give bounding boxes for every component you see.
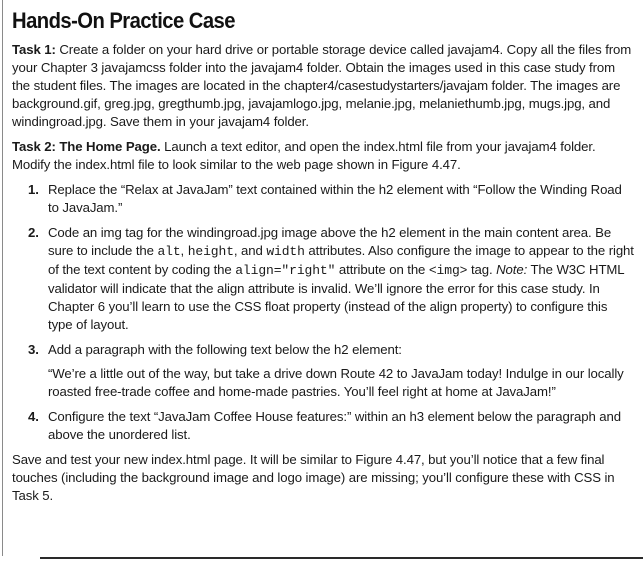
- step-text: Add a paragraph with the following text below the h2 element:: [48, 342, 402, 357]
- step-text: attributes. Also configure the image to appear to the right of the text content by coding the: [48, 243, 634, 277]
- left-margin-rule: [2, 0, 3, 556]
- bottom-page-rule: [40, 557, 643, 559]
- step-text: The W3C HTML validator will indicate that the align attribute is invalid. We’ll ignore the error for this case study. In Chapter 6 you’ll learn to use the CSS float property (instead of the align property) to configure this type of layout.: [48, 262, 625, 332]
- step-number: 2.: [28, 225, 39, 240]
- code-align-right: align="right": [235, 263, 336, 278]
- step-text: tag.: [467, 262, 497, 277]
- step-text: Configure the text “JavaJam Coffee House features:” within an h3 element below the paragraph and above the unordered list.: [48, 409, 621, 442]
- code-height: height: [187, 244, 234, 259]
- section-heading: Hands-On Practice Case: [12, 8, 235, 33]
- step-quote: “We’re a little out of the way, but take a drive down Route 42 to JavaJam today! Indulge in our locally roasted free-trade coffee and home-made pastries. You’ll feel right at home at JavaJam!”: [48, 366, 624, 399]
- step-item-2: [12, 224, 634, 334]
- step-text: Code an img tag for the windingroad.jpg image above the h2 element in the main content area. Be sure to include the: [48, 225, 612, 258]
- step-item-1: [12, 181, 634, 217]
- step-text: , and: [233, 243, 267, 258]
- closing-paragraph: Save and test your new index.html page. It will be similar to Figure 4.47, but you’ll notice that a few final touches (including the background image and logo image) are missing; you’ll configure these with CSS in Task 5.: [12, 452, 615, 503]
- note-label: Note:: [496, 262, 528, 277]
- step-number: 1.: [28, 182, 39, 197]
- task1-text: Create a folder on your hard drive or portable storage device called javajam4. Copy all the files from your Chapter 3 javajamcss folder into the javajam4 folder. Obtain the images used in this case study from the student files. The images are located in the chapter4/casestudystarters/javajam folder. The images are background.gif, greg.jpg, gregthumb.jpg, javajamlogo.jpg, melanie.jpg, melaniethumb.jpg, mugs.jpg, and windingroad.jpg. Save them in your javajam4 folder.: [12, 42, 632, 129]
- step-text: Replace the “Relax at JavaJam” text contained within the h2 element with “Follow the Winding Road to JavaJam.”: [48, 182, 622, 215]
- steps-list: [12, 181, 634, 444]
- step-number: 3.: [28, 342, 39, 357]
- task2-text: Launch a text editor, and open the index.html file from your javajam4 folder. Modify the index.html file to look similar to the web page shown in Figure 4.47.: [12, 139, 596, 172]
- step-text: ,: [180, 243, 188, 258]
- step-item-4: [12, 408, 634, 444]
- step-item-3: [12, 341, 634, 401]
- task2-paragraph: [12, 138, 634, 174]
- code-alt: alt: [157, 244, 181, 259]
- task2-label: Task 2: The Home Page.: [12, 139, 161, 154]
- code-img-tag: <img>: [428, 263, 468, 278]
- code-width: width: [266, 244, 305, 259]
- step-number: 4.: [28, 409, 39, 424]
- step-text: attribute on the: [335, 262, 429, 277]
- task1-label: Task 1:: [12, 42, 56, 57]
- content-area: [12, 6, 634, 512]
- task1-paragraph: [12, 41, 634, 131]
